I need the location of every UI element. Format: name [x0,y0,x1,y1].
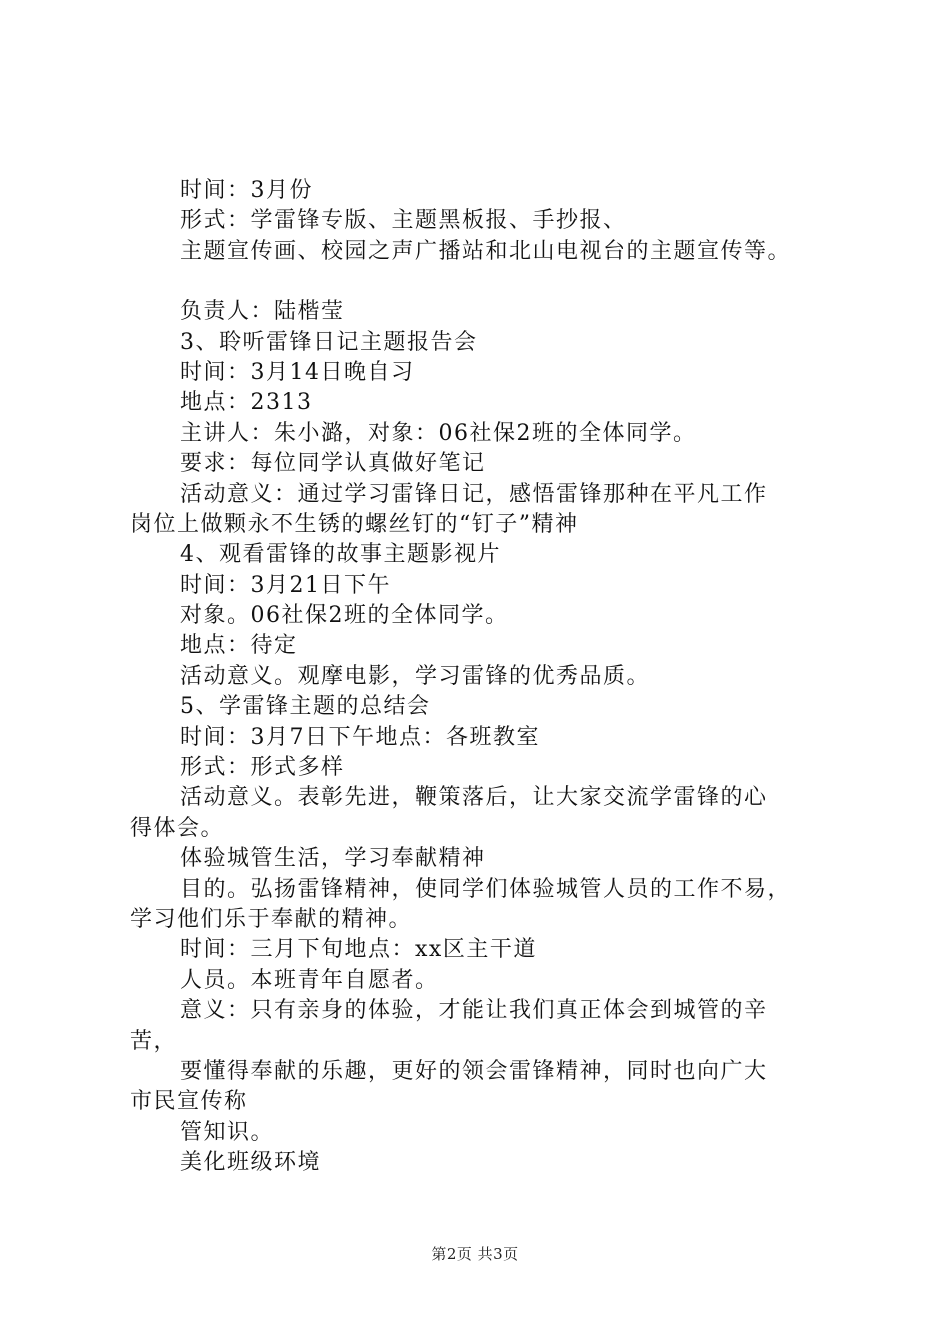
text-line: 苦， [130,1028,178,1054]
text-line: 负责人：陆楷莹 [180,299,345,325]
text-line: 时间：3月14日晚自习 [180,359,415,385]
text-line: 市民宣传称 [130,1089,248,1115]
section-heading: 美化班级环境 [180,1150,322,1176]
text-line: 形式：学雷锋专版、主题黑板报、手抄报、 [180,208,627,234]
text-line: 管知识。 [180,1119,275,1145]
text-line: 目的。弘扬雷锋精神，使同学们体验城管人员的工作不易， [180,876,792,902]
text-line: 要懂得奉献的乐趣，更好的领会雷锋精神，同时也向广大 [180,1058,768,1084]
section-heading: 5、学雷锋主题的总结会 [180,694,431,720]
text-line: 时间：3月21日下午 [180,572,391,598]
page-number-footer: 第2页 共3页 [431,1245,519,1263]
text-line: 意义：只有亲身的体验，才能让我们真正体会到城管的辛 [180,998,768,1024]
text-line: 时间：3月7日下午地点：各班教室 [180,724,540,750]
text-line: 形式：形式多样 [180,755,345,781]
text-line: 时间：3月份 [180,178,313,203]
text-line: 活动意义。表彰先进，鞭策落后，让大家交流学雷锋的心 [180,785,768,811]
text-line: 人员。本班青年自愿者。 [180,967,439,993]
text-line: 学习他们乐于奉献的精神。 [130,906,413,932]
section-heading: 3、聆听雷锋日记主题报告会 [180,329,478,355]
paragraph-gap [130,267,850,297]
text-line: 地点：待定 [180,633,298,659]
text-line: 岗位上做颗永不生锈的螺丝钉的“钉子”精神 [130,511,579,537]
text-line: 主题宣传画、校园之声广播站和北山电视台的主题宣传等。 [180,238,792,264]
section-heading: 4、观看雷锋的故事主题影视片 [180,542,501,568]
text-line: 要求：每位同学认真做好笔记 [180,451,486,477]
text-line: 地点：2313 [180,390,313,416]
section-heading: 体验城管生活，学习奉献精神 [180,846,486,872]
document-body [130,176,850,1179]
text-line: 活动意义。观摩电影，学习雷锋的优秀品质。 [180,663,651,689]
text-line: 活动意义：通过学习雷锋日记，感悟雷锋那种在平凡工作 [180,481,768,507]
text-line: 对象。06社保2班的全体同学。 [180,603,509,629]
text-line: 主讲人：朱小潞，对象：06社保2班的全体同学。 [180,420,697,446]
text-line: 得体会。 [130,815,225,841]
text-line: 时间：三月下旬地点：xx区主干道 [180,937,537,963]
